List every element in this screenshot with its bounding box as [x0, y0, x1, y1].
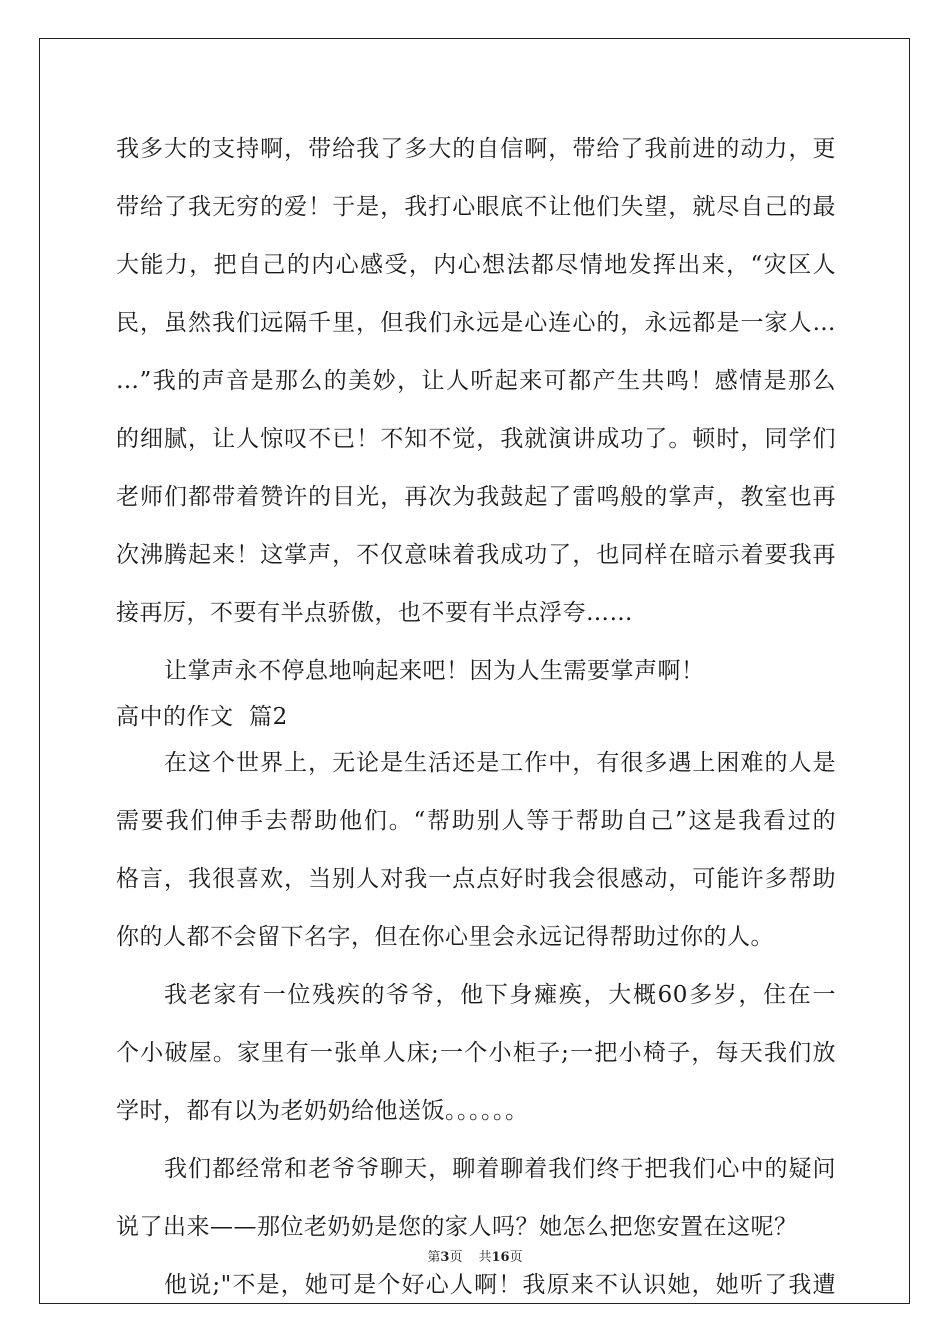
text-line: 我多大的支持啊，带给我了多大的自信啊，带给了我前进的动力，更	[116, 136, 836, 162]
paragraph	[116, 740, 836, 972]
text-line: 接再厉，不要有半点骄傲，也不要有半点浮夸……	[116, 600, 633, 626]
text-line: 他说;"不是，她可是个好心人啊！我原来不认识她，她听了我遭	[164, 1272, 836, 1298]
paragraph	[116, 1262, 836, 1320]
total-prefix: 共	[478, 1250, 492, 1265]
text-line: 你的人都不会留下名字，但在你心里会永远记得帮助过你的人。	[116, 924, 774, 950]
text-line: 老师们都带着赞许的目光，再次为我鼓起了雷鸣般的掌声，教室也再	[116, 484, 836, 510]
text-line: 民，虽然我们远隔千里，但我们永远是心连心的，永远都是一家人…	[116, 310, 836, 336]
paragraph	[116, 1146, 836, 1262]
page-prefix: 第	[427, 1250, 441, 1265]
text-line: 学时，都有以为老奶奶给他送饭。。。。。。	[116, 1098, 529, 1124]
text-line: 说了出来——那位老奶奶是您的家人吗？她怎么把您安置在这呢？	[116, 1214, 798, 1240]
text-line: 个小破屋。家里有一张单人床;一个小柜子;一把小椅子，每天我们放	[116, 1040, 836, 1066]
text-line: 在这个世界上，无论是生活还是工作中，有很多遇上困难的人是	[164, 750, 836, 776]
text-line: 带给了我无穷的爱！于是，我打心眼底不让他们失望，就尽自己的最	[116, 194, 836, 220]
text-line: …”我的声音是那么的美妙，让人听起来可都产生共鸣！感情是那么	[116, 368, 836, 394]
text-line: 次沸腾起来！这掌声，不仅意味着我成功了，也同样在暗示着要我再	[116, 542, 836, 568]
text-line: 格言，我很喜欢，当别人对我一点点好时我会很感动，可能许多帮助	[116, 866, 836, 892]
page-number: 3	[440, 1250, 450, 1265]
section-heading: 高中的作文 篇2	[116, 704, 288, 730]
text-line: 的细腻，让人惊叹不已！不知不觉，我就演讲成功了。顿时，同学们	[116, 426, 836, 452]
text-line: 大能力，把自己的内心感受，内心想法都尽情地发挥出来，“灾区人	[116, 252, 836, 278]
document-body	[116, 126, 836, 1320]
paragraph	[116, 972, 836, 1146]
text-line: 需要我们伸手去帮助他们。“帮助别人等于帮助自己”这是我看过的	[116, 808, 836, 834]
page-footer	[0, 1246, 950, 1265]
paragraph	[116, 126, 836, 648]
text-line: 我老家有一位残疾的爷爷，他下身瘫痪，大概60多岁，住在一	[164, 982, 836, 1008]
text-line: 我们都经常和老爷爷聊天，聊着聊着我们终于把我们心中的疑问	[164, 1156, 836, 1182]
total-pages: 16	[491, 1250, 510, 1265]
total-suffix: 页	[509, 1250, 523, 1265]
page-suffix: 页	[449, 1250, 463, 1265]
paragraph: 让掌声永不停息地响起来吧！因为人生需要掌声啊！	[164, 658, 705, 684]
